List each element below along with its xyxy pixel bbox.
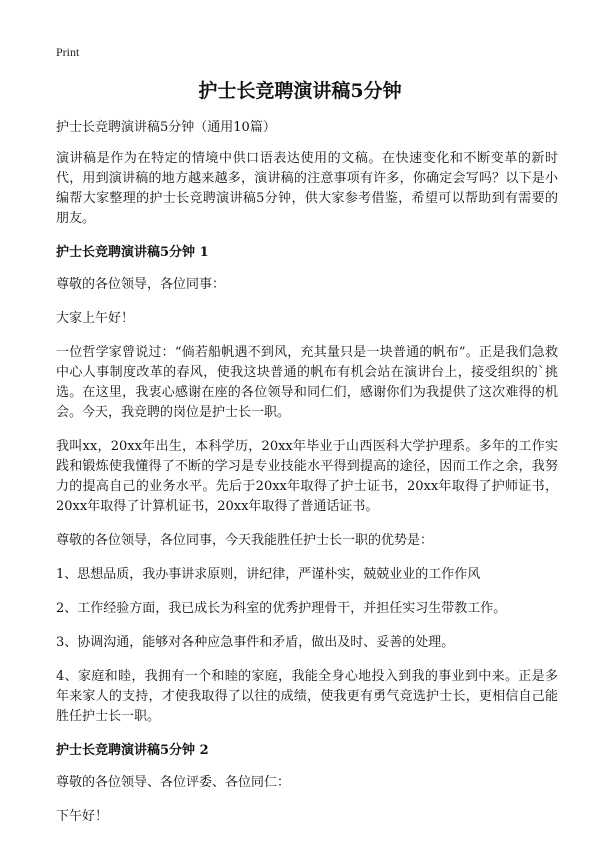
section-heading-2: 护士长竞聘演讲稿5分钟 2 (56, 743, 209, 758)
list-item: 4、家庭和睦，我拥有一个和睦的家庭，我能全身心地投入到我的事业到中来。正是多年来家人的支持，才使我取得了以往的成绩，使我更有勇气竞选护士长，更相信自己能胜任护士长一职。 (56, 669, 558, 724)
body-paragraph: 一位哲学家曾说过：“倘若船帆遇不到风，充其量只是一块普通的帆布”。正是我们急救中心人事制度改革的春风，使我这块普通的帆布有机会站在演讲台上，接受组织的`挑选。在这里，我衷心感谢在座的各位领导和同仁们，感谢你们为我提供了这次难得的机会。今天，我竞聘的岗位是护士长一职。 (56, 345, 558, 420)
body-paragraph: 我叫xx，20xx年出生，本科学历，20xx年毕业于山西医科大学护理系。多年的工作实践和锻炼使我懂得了不断的学习是专业技能水平得到提高的途径，因而工作之余，我努力的提高自己的业务水平。先后于20xx年取得了护士证书，20xx年取得了护师证书，20xx年取得了计算机证书，20xx年取得了普通话证书。 (56, 439, 558, 514)
list-item: 1、思想品质，我办事讲求原则，讲纪律，严谨朴实，兢兢业业的工作作风 (56, 567, 481, 582)
body-paragraph: 尊敬的各位领导，各位同事，今天我能胜任护士长一职的优势是： (56, 533, 434, 548)
greeting: 大家上午好！ (56, 311, 135, 326)
salutation: 尊敬的各位领导、各位评委、各位同仁： (56, 775, 291, 790)
document-title: 护士长竞聘演讲稿5分钟 (198, 80, 402, 102)
intro-paragraph: 演讲稿是作为在特定的情境中供口语表达使用的文稿。在快速变化和不断变革的新时代，用到演讲稿的地方越来越多，演讲稿的注意事项有许多，你确定会写吗？以下是小编帮大家整理的护士长竞聘演讲稿5分钟，供大家参考借鉴，希望可以帮助到有需要的朋友。 (56, 151, 558, 226)
list-item: 3、协调沟通，能够对各种应急事件和矛盾，做出及时、妥善的处理。 (56, 635, 455, 650)
print-link[interactable]: Print (56, 45, 80, 59)
list-item: 2、工作经验方面，我已成长为科室的优秀护理骨干，并担任实习生带教工作。 (56, 601, 507, 616)
document-body (56, 118, 558, 841)
salutation: 尊敬的各位领导，各位同事： (56, 277, 226, 292)
greeting: 下午好！ (56, 809, 109, 824)
document-subtitle: 护士长竞聘演讲稿5分钟（通用10篇） (56, 120, 276, 135)
section-heading-1: 护士长竞聘演讲稿5分钟 1 (56, 245, 209, 260)
